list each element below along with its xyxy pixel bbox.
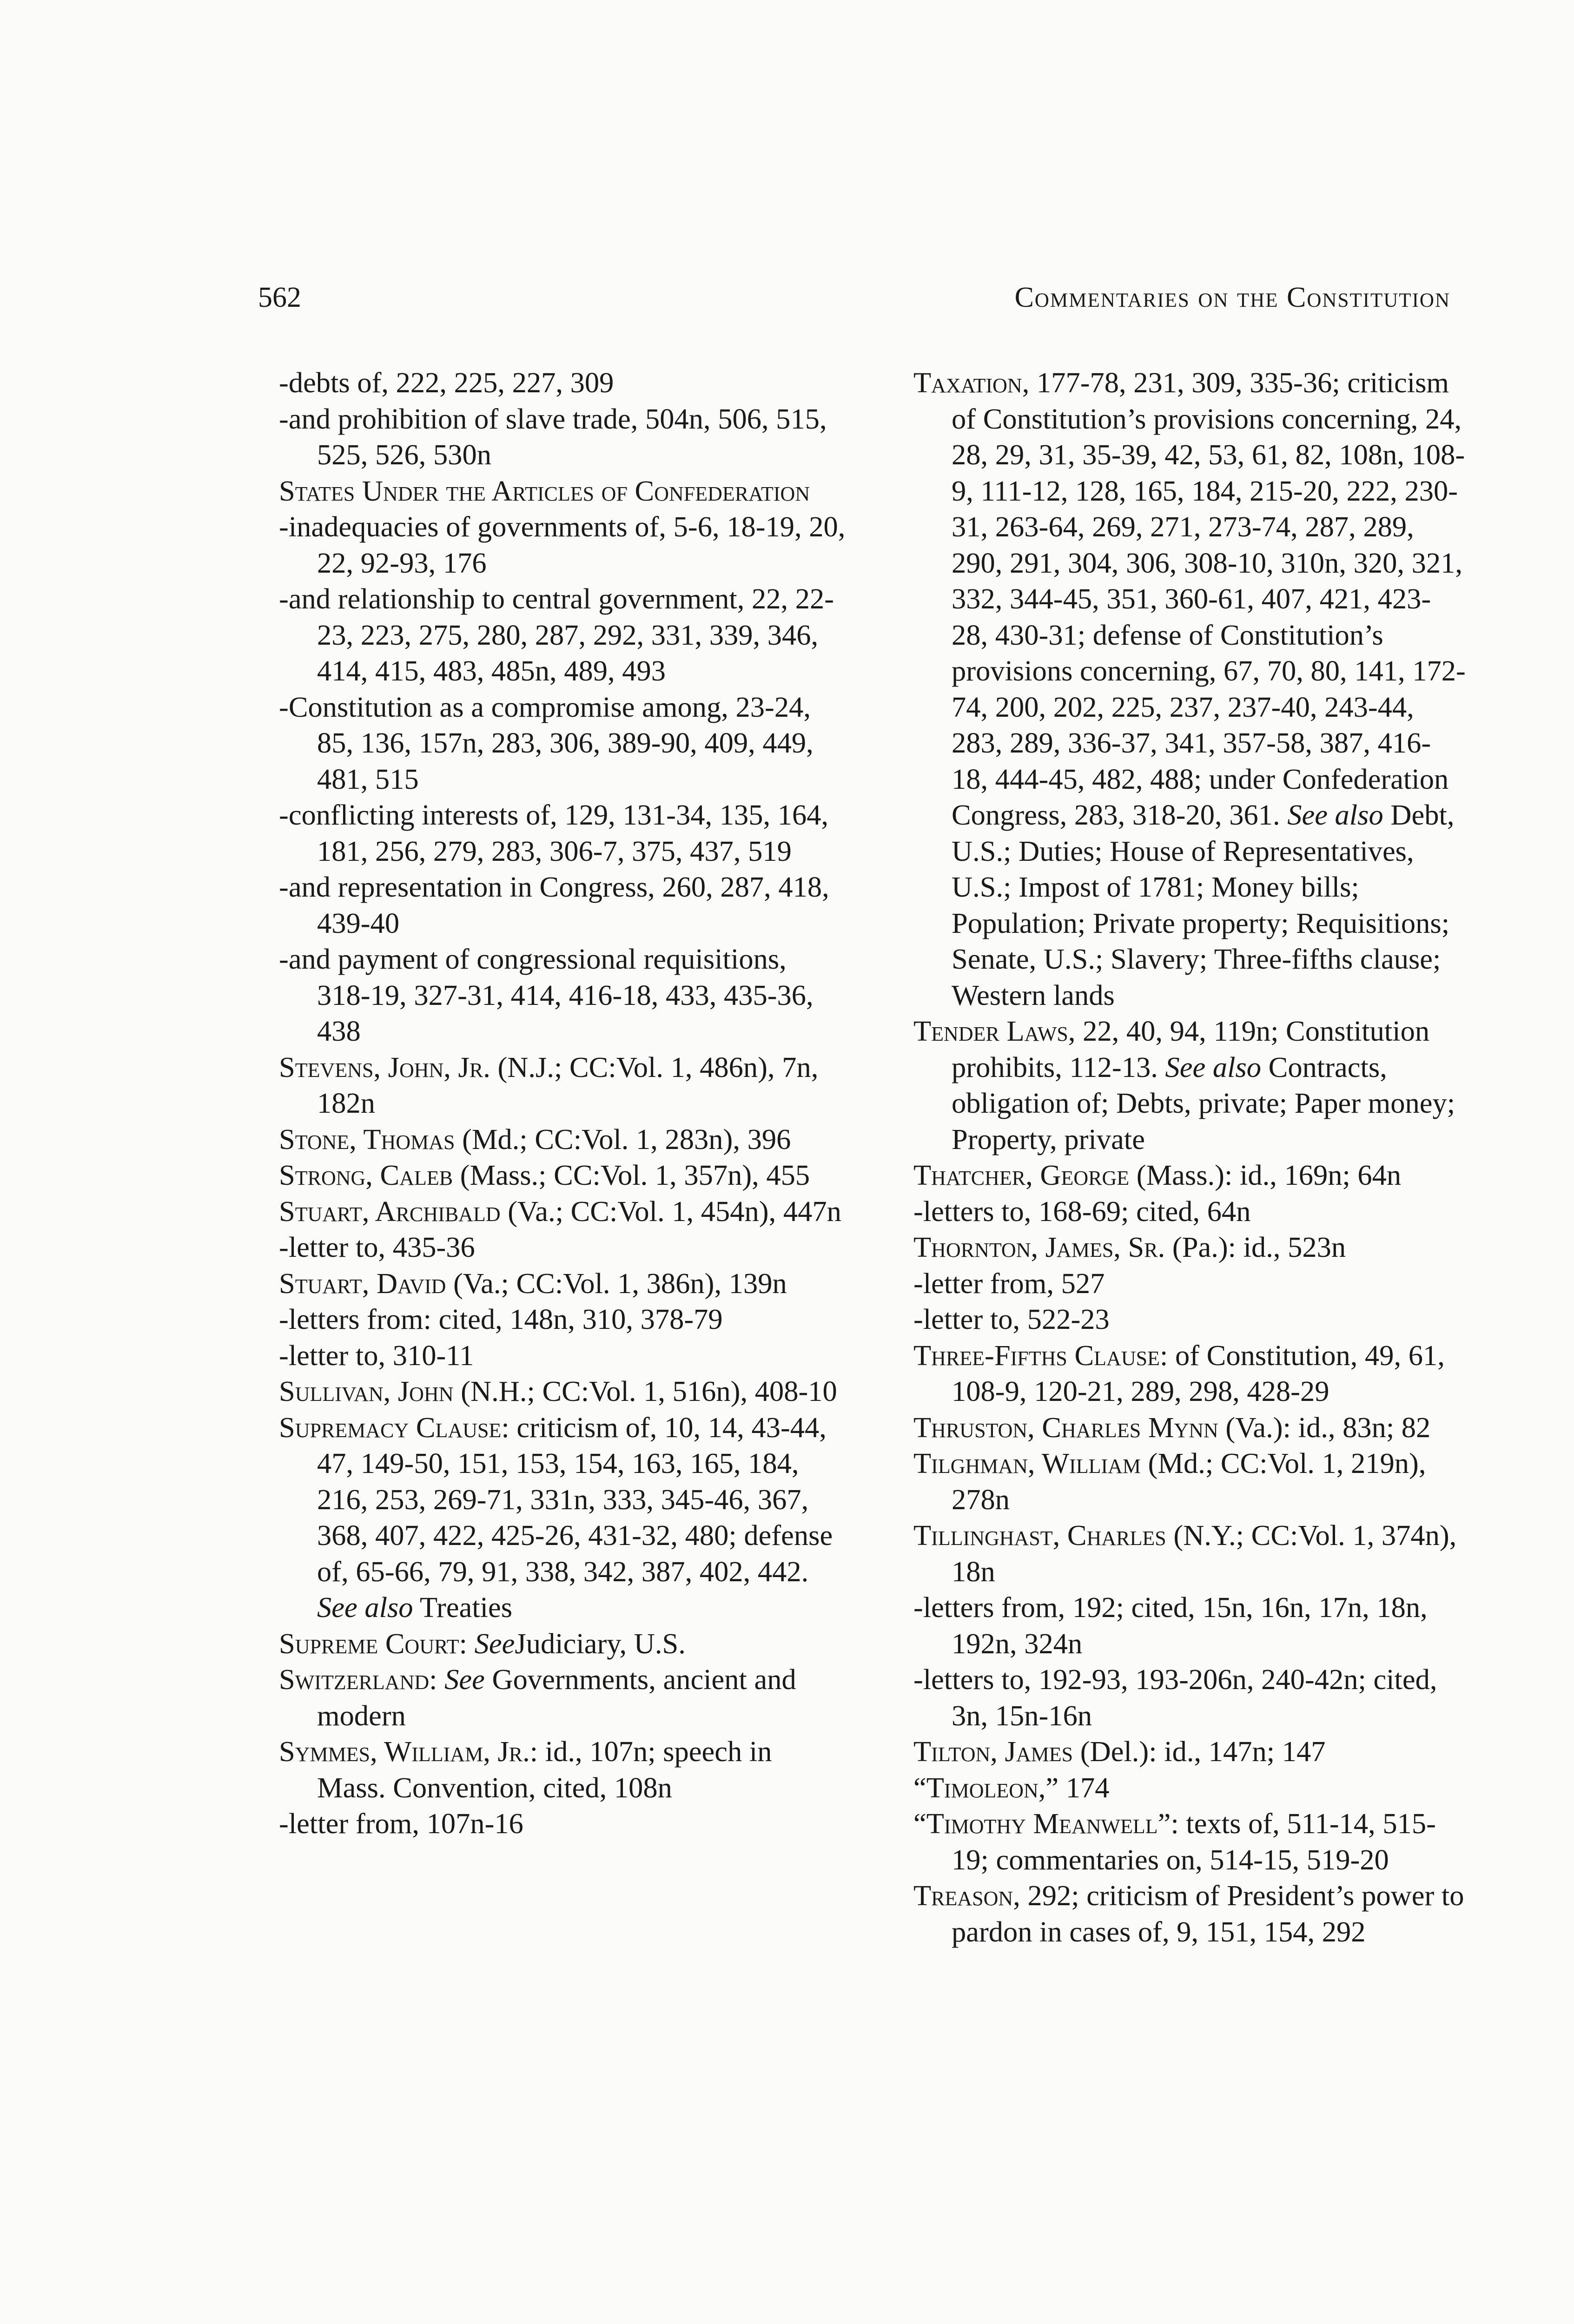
index-text: (Pa.): id., 523n — [1165, 1231, 1346, 1263]
index-text: (Mass.; CC:Vol. 1, 357n), 455 — [453, 1159, 810, 1191]
index-heading: Stuart, David — [279, 1267, 446, 1300]
index-text: : texts of, 511-14, 515-19; commentaries on, 514-15, 519-20 — [952, 1807, 1436, 1876]
index-entry — [279, 1410, 846, 1626]
index-text: -letters to, 168-69; cited, 64n — [913, 1195, 1251, 1228]
index-text: : id., 107n; speech in Mass. Convention, cited, 108n — [317, 1735, 772, 1804]
index-text: -letter to, 310-11 — [279, 1339, 474, 1372]
index-text: -conflicting interests of, 129, 131-34, 135, 164, 181, 256, 279, 283, 306-7, 375, 437, 519 — [279, 799, 829, 867]
index-heading: Three-Fifths Clause: — [913, 1339, 1168, 1372]
index-text: (Md.; CC:Vol. 1, 283n), 396 — [455, 1122, 791, 1155]
index-text: (Va.): id., 83n; 82 — [1218, 1411, 1431, 1444]
index-entry — [913, 1662, 1467, 1734]
index-text: -letter to, 435-36 — [279, 1231, 475, 1263]
index-entry — [913, 1446, 1467, 1518]
index-entry — [913, 1194, 1467, 1230]
index-heading: Sullivan, John — [279, 1375, 454, 1407]
index-entry — [913, 1266, 1467, 1302]
index-text: -letters from, 192; cited, 15n, 16n, 17n, 18n, 192n, 324n — [913, 1591, 1428, 1660]
index-entry — [279, 1194, 846, 1230]
index-entry — [913, 1157, 1467, 1194]
see-reference: See also — [317, 1591, 413, 1624]
index-heading: Strong, Caleb — [279, 1159, 453, 1191]
index-heading: States Under the Articles of Confederation — [279, 474, 810, 507]
index-heading: Tillinghast, Charles — [913, 1519, 1166, 1552]
index-text: -Constitution as a compromise among, 23-24, 85, 136, 157n, 283, 306, 389-90, 409, 449, 481, 515 — [279, 690, 813, 795]
index-heading: Thornton, James, Sr. — [913, 1231, 1165, 1263]
index-text — [437, 1663, 445, 1696]
see-reference: See also — [1287, 799, 1383, 831]
index-text: -letters from: cited, 148n, 310, 378-79 — [279, 1303, 723, 1335]
index-text: (N.J.; CC:Vol. 1, 486n), 7n, 182n — [317, 1050, 819, 1119]
index-entry — [913, 365, 1467, 1013]
index-heading: Tilghman, William — [913, 1447, 1141, 1479]
page-header — [258, 277, 1450, 318]
index-entry — [913, 1806, 1467, 1878]
index-column-right — [913, 365, 1467, 1950]
running-head: Commentaries on the Constitution — [1014, 282, 1450, 313]
index-text: (Md.; CC:Vol. 1, 219n), 278n — [952, 1447, 1426, 1516]
see-reference: See also — [1165, 1050, 1262, 1083]
index-text: 174 — [1058, 1771, 1110, 1804]
index-heading: “Timoleon,” — [913, 1771, 1059, 1804]
index-text: Contracts, obligation of; Debts, private; Paper money; Property, private — [952, 1050, 1455, 1155]
index-entry — [279, 1229, 846, 1266]
index-heading: Stone, Thomas — [279, 1122, 455, 1155]
index-entry — [913, 1518, 1467, 1590]
index-entry — [913, 1770, 1467, 1806]
index-text: -letter to, 522-23 — [913, 1303, 1110, 1335]
index-text: -and prohibition of slave trade, 504n, 506, 515, 525, 526, 530n — [279, 402, 827, 471]
index-text: 177-78, 231, 309, 335-36; criticism of Constitution’s provisions concerning, 24, 28, 29, 31, 35-39, 42, 53, 61, 82, 108n, 108-9, 111-12, 128, 165, 184, 215-20, 222, 230-31, 263-64, 269, 271, 273-74, 287, 289, 290, 291, 304, 306, 308-10, 310n, 320, 321, 332, 344-45, 351, 360-61, 407, 421, 423-28, 430-31; defense of Constitution’s provisions concerning, 67, 70, 80, 141, 172-74, 200, 202, 225, 237, 237-40, 243-44, 283, 289, 336-37, 341, 357-58, 387, 416-18, 444-45, 482, 488; under Confederation Congress, 283, 318-20, 361. — [952, 366, 1466, 831]
index-entry — [279, 1301, 846, 1338]
index-entry — [913, 1590, 1467, 1662]
index-entry — [913, 1338, 1467, 1410]
index-entry — [913, 1410, 1467, 1446]
index-entry — [279, 797, 846, 869]
index-entry — [279, 1626, 846, 1662]
index-heading: Tender Laws, — [913, 1015, 1076, 1047]
index-text: -and representation in Congress, 260, 287, 418, 439-40 — [279, 871, 829, 939]
index-text: 292; criticism of President’s power to pardon in cases of, 9, 151, 154, 292 — [952, 1879, 1464, 1948]
index-text: (Mass.): id., 169n; 64n — [1129, 1159, 1402, 1191]
index-text: Judiciary, U.S. — [515, 1627, 686, 1660]
index-text: -and payment of congressional requisitions, 318-19, 327-31, 414, 416-18, 433, 435-36, 438 — [279, 943, 813, 1047]
index-text: -debts of, 222, 225, 227, 309 — [279, 366, 614, 399]
index-text: Debt, U.S.; Duties; House of Representatives, U.S.; Impost of 1781; Money bills; Population; Private property; Requisitions; Senate, U.S.; Slavery; Three-fifths clause; Western lands — [952, 799, 1455, 1011]
index-text: -letters to, 192-93, 193-206n, 240-42n; cited, 3n, 15n-16n — [913, 1663, 1437, 1732]
index-entry — [279, 365, 846, 401]
index-entry — [279, 473, 846, 509]
index-text: (N.Y.; CC:Vol. 1, 374n), 18n — [952, 1519, 1457, 1588]
index-text: criticism of, 10, 14, 43-44, 47, 149-50, 151, 153, 154, 163, 165, 184, 216, 253, 269-71, 331n, 333, 345-46, 367, 368, 407, 422, 425-26, 431-32, 480; defense of, 65-66, 79, 91, 338, 342, 387, 402, 442. — [317, 1411, 833, 1588]
index-text: -letter from, 107n-16 — [279, 1807, 523, 1840]
index-text: (N.H.; CC:Vol. 1, 516n), 408-10 — [453, 1375, 837, 1407]
index-text: (Va.; CC:Vol. 1, 386n), 139n — [446, 1267, 787, 1300]
index-heading: Symmes, William, Jr. — [279, 1735, 530, 1768]
index-entry — [279, 581, 846, 689]
index-heading: Taxation, — [913, 366, 1030, 399]
index-entry — [279, 1373, 846, 1410]
index-entry — [279, 509, 846, 581]
index-text: -inadequacies of governments of, 5-6, 18-19, 20, 22, 92-93, 176 — [279, 510, 846, 579]
index-entry — [279, 1734, 846, 1806]
index-entry — [279, 689, 846, 798]
index-text: Treaties — [413, 1591, 513, 1624]
index-text — [467, 1627, 475, 1660]
index-entry — [913, 1878, 1467, 1950]
index-heading: Tilton, James — [913, 1735, 1073, 1768]
index-text: of Constitution, 49, 61, 108-9, 120-21, 289, 298, 428-29 — [952, 1339, 1445, 1407]
index-column-left — [279, 365, 846, 1842]
index-heading: Thruston, Charles Mynn — [913, 1411, 1218, 1444]
index-text: (Va.; CC:Vol. 1, 454n), 447n — [500, 1195, 841, 1228]
index-entry — [279, 941, 846, 1050]
index-text: -letter from, 527 — [913, 1267, 1105, 1300]
index-heading: Stuart, Archibald — [279, 1195, 501, 1228]
see-reference: See — [474, 1627, 515, 1660]
index-heading: Supremacy Clause: — [279, 1411, 509, 1444]
index-entry — [913, 1301, 1467, 1338]
index-text: (Del.): id., 147n; 147 — [1073, 1735, 1326, 1768]
index-entry — [279, 1266, 846, 1302]
index-heading: Switzerland: — [279, 1663, 437, 1696]
page-number: 562 — [258, 282, 301, 313]
index-text: Governments, ancient and modern — [317, 1663, 796, 1732]
index-entry — [279, 1157, 846, 1194]
index-heading: Supreme Court: — [279, 1627, 468, 1660]
index-heading: Thatcher, George — [913, 1159, 1130, 1191]
index-text: -and relationship to central government, 22, 22-23, 223, 275, 280, 287, 292, 331, 339, 346, 414, 415, 483, 485n, 489, 493 — [279, 582, 834, 687]
index-entry — [279, 1338, 846, 1374]
index-entry — [279, 1050, 846, 1122]
index-entry — [279, 1122, 846, 1158]
index-heading: Stevens, John, Jr. — [279, 1050, 490, 1083]
index-entry — [913, 1013, 1467, 1157]
index-entry — [279, 869, 846, 941]
index-text: 22, 40, 94, 119n; Constitution prohibits, 112-13. — [952, 1015, 1430, 1083]
see-reference: See — [444, 1663, 485, 1696]
index-heading: “Timothy Meanwell” — [913, 1807, 1171, 1840]
index-heading: Treason, — [913, 1879, 1020, 1912]
index-entry — [279, 401, 846, 473]
index-entry — [913, 1229, 1467, 1266]
index-entry — [279, 1662, 846, 1734]
index-entry — [279, 1806, 846, 1842]
index-entry — [913, 1734, 1467, 1770]
